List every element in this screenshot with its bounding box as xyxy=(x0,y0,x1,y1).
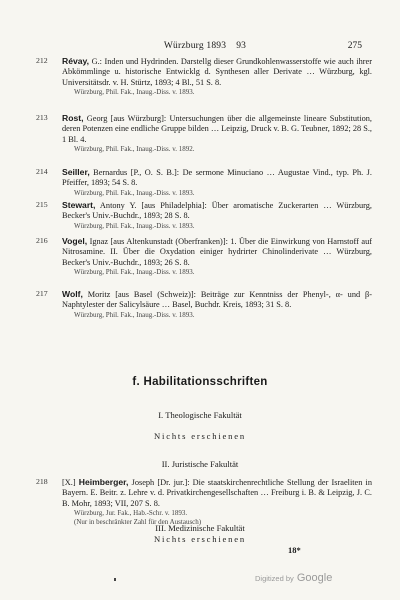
exchange-note: (Nur in beschränkter Zahl für den Austausch) xyxy=(74,517,202,526)
entry-text: Moritz [aus Basel (Schweiz)]: Beiträge zur Kenntniss der Phenyl-, α- und β-Naphtylester der Salicylsäure … Basel, Buchdr. Kreis, 1893; 31 S. 8. xyxy=(62,290,372,310)
bibliography-entry xyxy=(36,56,372,97)
entry-body xyxy=(62,113,372,154)
bibliography-entry xyxy=(36,236,372,277)
author-name: Rost, xyxy=(62,113,84,123)
entry-note: Würzburg, Phil. Fak., Inaug.-Diss. v. 1893. xyxy=(74,87,195,96)
bibliography-entry xyxy=(36,200,372,231)
section-heading: f. Habilitationsschriften xyxy=(132,376,268,388)
entry-body xyxy=(62,477,372,527)
author-name: Wolf, xyxy=(62,289,83,299)
entry-note: Würzburg, Phil. Fak., Inaug.-Diss. v. 1893. xyxy=(74,310,195,319)
entry-note: Würzburg, Phil. Fak., Inaug.-Diss. v. 1893. xyxy=(74,221,195,230)
entry-number: 216 xyxy=(36,236,48,245)
page-number: 275 xyxy=(347,41,362,51)
watermark-brand: Google xyxy=(296,572,333,584)
entry-text: G.: Inden und Hydrinden. Darstellg dieser Grundkohlenwasserstoffe wie auch ihrer Abkömmlinge u. historische Entwicklg d. Synthesen aller Derivate … Würzburg, kgl. Universitätsdr. v. H. Stürtz, 1893; 4 Bl., 51 S. 8. xyxy=(62,57,372,87)
entry-body xyxy=(62,167,372,198)
entry-body xyxy=(62,289,372,320)
entry-number: 212 xyxy=(36,56,48,65)
signature-mark: 18* xyxy=(288,545,301,555)
author-name: Vogel, xyxy=(62,236,88,246)
faculty-heading: I. Theologische Fakultät xyxy=(158,410,242,420)
entry-number: 213 xyxy=(36,113,48,122)
print-mark xyxy=(114,578,116,581)
faculty-heading: II. Juristische Fakultät xyxy=(161,459,239,469)
nothing-published-note: Nichts erschienen xyxy=(154,431,246,441)
entry-prefix: [X.] xyxy=(62,478,79,487)
faculty-heading: III. Medizinische Fakultät xyxy=(155,523,245,533)
author-name: Seiller, xyxy=(62,167,90,177)
header-left: Würzburg 1893 xyxy=(163,41,227,51)
entry-number: 215 xyxy=(36,200,48,209)
bibliography-entry xyxy=(36,113,372,154)
entry-text: Joseph [Dr. jur.]: Die staatskirchenrechtliche Stellung der Israeliten in Bayern. E. Beitr. z. Lehre v. d. Privatkirchengesellschaften … Freiburg i. B. & Leipzig, J. C. B. Mohr, 1893; VII, 207 S. 8. xyxy=(62,478,372,508)
entry-note: Würzburg, Phil. Fak., Inaug.-Diss. v. 1893. xyxy=(74,188,195,197)
entry-note: Würzburg, Phil. Fak., Inaug.-Diss. v. 1893. xyxy=(74,267,195,276)
entry-text: Bernardus [P., O. S. B.]: De sermone Minuciano … Augustae Vind., typ. Ph. J. Pfeiffer, 1893; 54 S. 8. xyxy=(62,168,372,188)
watermark-prefix: Digitized by xyxy=(255,574,294,583)
entry-number: 218 xyxy=(36,477,48,486)
entry-note: Würzburg, Jur. Fak., Hab.-Schr. v. 1893. xyxy=(74,508,188,517)
nothing-published-note: Nichts erschienen xyxy=(154,534,246,544)
bibliography-entry xyxy=(36,289,372,320)
header-middle: 93 xyxy=(236,41,247,51)
author-name: Révay, xyxy=(62,56,90,66)
entry-number: 214 xyxy=(36,167,48,176)
entry-text: Ignaz [aus Altenkunstadt (Oberfranken)]: 1. Über die Einwirkung von Harnstoff auf Nitrosamine. II. Über die Oxydation einiger hydrirter Chinolinderivate … Würzburg, Becker's Univ.-Buchdr., 1893; 26 S. 8. xyxy=(62,237,372,267)
entry-body xyxy=(62,56,372,97)
author-name: Stewart, xyxy=(62,200,96,210)
running-header xyxy=(140,41,270,51)
entry-text: Georg [aus Würzburg]: Untersuchungen über die allgemeinste lineare Substitution, deren Potenzen eine endliche Gruppe bilden … Leipzig, Druck v. B. G. Teubner, 1892; 28 S., 1 Bl. 4. xyxy=(62,114,372,144)
author-name: Heimberger, xyxy=(78,477,129,487)
bibliography-entry xyxy=(36,167,372,198)
entry-body xyxy=(62,200,372,231)
bibliography-entry xyxy=(36,477,372,527)
digitization-watermark xyxy=(255,572,332,584)
entry-text: Antony Y. [aus Philadelphia]: Über aromatische Zuckerarten … Würzburg, Becker's Univ.-Buchdr., 1893; 28 S. 8. xyxy=(62,201,372,221)
entry-body xyxy=(62,236,372,277)
entry-note: Würzburg, Phil. Fak., Inaug.-Diss. v. 1892. xyxy=(74,144,195,153)
entry-number: 217 xyxy=(36,289,48,298)
